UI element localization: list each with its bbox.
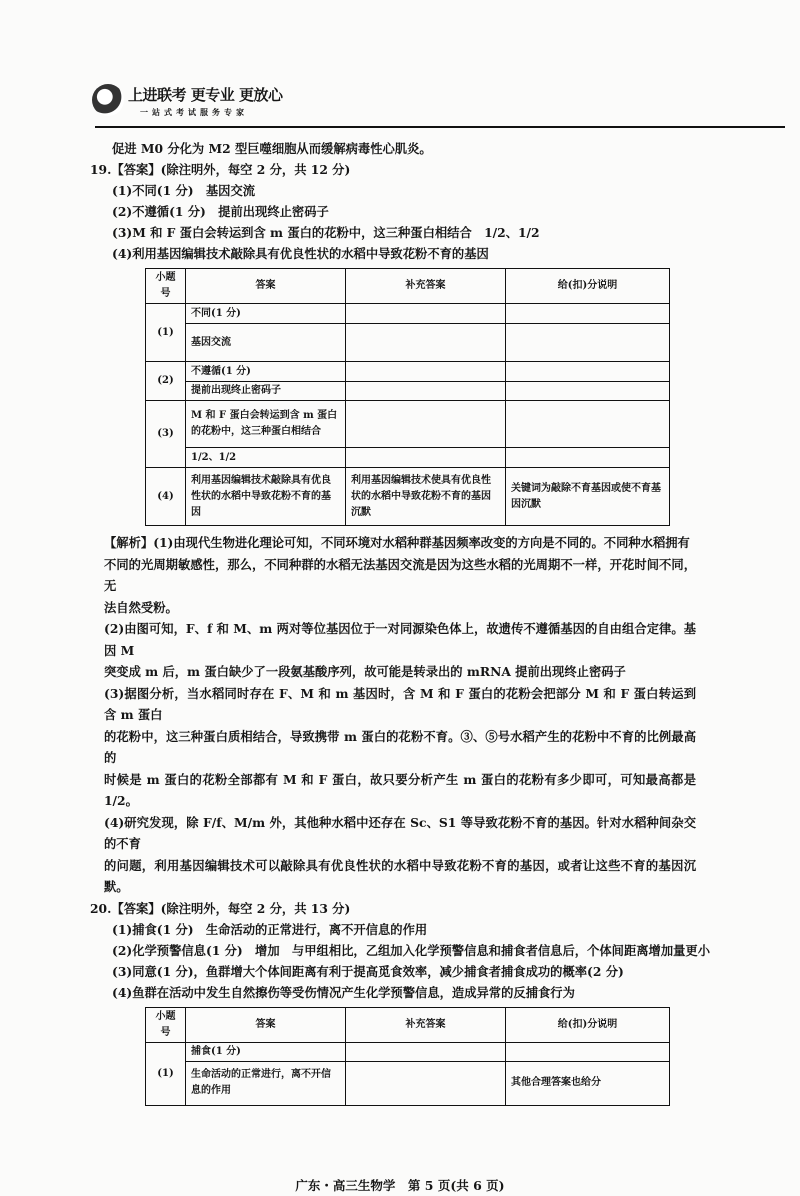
analysis-line: (4)研究发现，除 F/f、M/m 外，其他种水稻中还存在 Sc、S1 等导致花粉不育的基因。针对水稻种间杂交的不育 — [104, 814, 696, 851]
answer-cell: 不同(1 分) — [186, 304, 346, 324]
q20-answer-1: (1)捕食(1 分) 生命活动的正常进行，离不开信息的作用 — [112, 921, 428, 937]
col-header: 小题号 — [146, 269, 186, 304]
col-header: 答案 — [186, 269, 346, 304]
analysis-line: (2)由图可知，F、f 和 M、m 两对等位基因位于一对同源染色体上，故遗传不遵循基因的自由组合定律。基因 M — [104, 621, 696, 658]
q19-title: 19.【答案】(除注明外，每空 2 分，共 12 分) — [90, 162, 351, 177]
analysis-line: (3)据图分析，当水稻同时存在 F、M 和 m 基因时，含 M 和 F 蛋白的花粉会把部分 M 和 F 蛋白转运到含 m 蛋白 — [104, 685, 696, 722]
sub-question-number: (1) — [146, 1042, 186, 1105]
col-header: 给(扣)分说明 — [506, 1007, 670, 1042]
q19-answer-1: (1)不同(1 分) 基因交流 — [112, 183, 256, 198]
col-header: 补充答案 — [346, 269, 506, 304]
analysis-line: 【解析】(1)由现代生物进化理论可知，不同环境对水稻种群基因频率改变的方向是不同的。不同种水稻拥有 — [104, 535, 690, 550]
answer-cell: 提前出现终止密码子 — [186, 382, 346, 401]
table-row — [146, 1061, 670, 1105]
answer-cell: 1/2、1/2 — [186, 448, 346, 468]
scoring-note-cell: 关键词为敲除不育基因或使不育基因沉默 — [506, 468, 670, 526]
q20-title: 20.【答案】(除注明外，每空 2 分，共 13 分) — [90, 900, 351, 916]
answer-cell: 基因交流 — [186, 324, 346, 362]
answer-cell: 利用基因编辑技术敲除具有优良性状的水稻中导致花粉不育的基因 — [186, 468, 346, 526]
col-header: 答案 — [186, 1007, 346, 1042]
analysis-line: 的问题，利用基因编辑技术可以敲除具有优良性状的水稻中导致花粉不育的基因，或者让这些不育的基因沉默。 — [104, 857, 696, 894]
sub-question-number: (1) — [146, 304, 186, 362]
scoring-note-cell: 其他合理答案也给分 — [506, 1061, 670, 1105]
supplementary-answer-cell: 利用基因编辑技术使具有优良性状的水稻中导致花粉不育的基因沉默 — [346, 468, 506, 526]
table-header-row — [146, 269, 670, 304]
q20-answer-3: (3)同意(1 分)，鱼群增大个体间距离有利于提高觅食效率，减少捕食者捕食成功的概率(2 分) — [112, 963, 624, 979]
header-divider — [95, 126, 785, 128]
sub-question-number: (4) — [146, 468, 186, 526]
col-header: 补充答案 — [346, 1007, 506, 1042]
answer-cell: 不遵循(1 分) — [186, 362, 346, 382]
table-row — [146, 468, 670, 526]
intro-line: 促进 M0 分化为 M2 型巨噬细胞从而缓解病毒性心肌炎。 — [112, 141, 432, 156]
analysis-line: 法自然受粉。 — [104, 599, 178, 615]
answer-cell: 生命活动的正常进行，离不开信息的作用 — [186, 1061, 346, 1105]
q19-answer-4: (4)利用基因编辑技术敲除具有优良性状的水稻中导致花粉不育的基因 — [112, 246, 489, 261]
logo-icon — [92, 84, 124, 116]
page-content — [0, 138, 800, 1196]
q20-answer-2: (2)化学预警信息(1 分) 增加 与甲组相比，乙组加入化学预警信息和捕食者信息后，个体间距离增加量更小 — [112, 942, 711, 958]
brand-slogan: 上进联考 更专业 更放心 — [128, 86, 283, 104]
q19-answer-2: (2)不遵循(1 分) 提前出现终止密码子 — [112, 204, 329, 219]
sub-question-number: (2) — [146, 362, 186, 401]
table-header-row — [146, 1007, 670, 1042]
brand-subtitle: 一站式考试服务专家 — [140, 107, 248, 117]
q19-scoring-table — [145, 268, 670, 526]
q20-answer-4: (4)鱼群在活动中发生自然擦伤等受伤情况产生化学预警信息，造成异常的反捕食行为 — [112, 984, 575, 1000]
col-header: 给(扣)分说明 — [506, 269, 670, 304]
answer-cell: 捕食(1 分) — [186, 1042, 346, 1061]
q19-answer-3: (3)M 和 F 蛋白会转运到含 m 蛋白的花粉中，这三种蛋白相结合 1/2、1/2 — [112, 225, 540, 240]
table-row — [146, 448, 670, 468]
q20-scoring-table — [145, 1007, 670, 1106]
table-row — [146, 362, 670, 382]
table-row — [146, 304, 670, 324]
analysis-line: 突变成 m 后，m 蛋白缺少了一段氨基酸序列，故可能是转录出的 mRNA 提前出现终止密码子 — [104, 664, 626, 679]
analysis-line: 不同的光周期敏感性，那么，不同种群的水稻无法基因交流是因为这些水稻的光周期不一样，开花时间不同，无 — [104, 556, 696, 593]
table-row — [146, 401, 670, 448]
answer-cell: M 和 F 蛋白会转运到含 m 蛋白的花粉中，这三种蛋白相结合 — [186, 401, 346, 448]
sub-question-number: (3) — [146, 401, 186, 468]
col-header: 小题号 — [146, 1007, 186, 1042]
page-footer: 广东・高三生物学 第 5 页(共 6 页) — [295, 1177, 505, 1193]
table-row — [146, 382, 670, 401]
table-row — [146, 1042, 670, 1061]
analysis-line: 时候是 m 蛋白的花粉全部都有 M 和 F 蛋白，故只要分析产生 m 蛋白的花粉有多少即可，可知最高都是 1/2。 — [104, 771, 696, 808]
table-row — [146, 324, 670, 362]
analysis-line: 的花粉中，这三种蛋白质相结合，导致携带 m 蛋白的花粉不育。③、⑤号水稻产生的花粉中不育的比例最高的 — [104, 728, 696, 765]
